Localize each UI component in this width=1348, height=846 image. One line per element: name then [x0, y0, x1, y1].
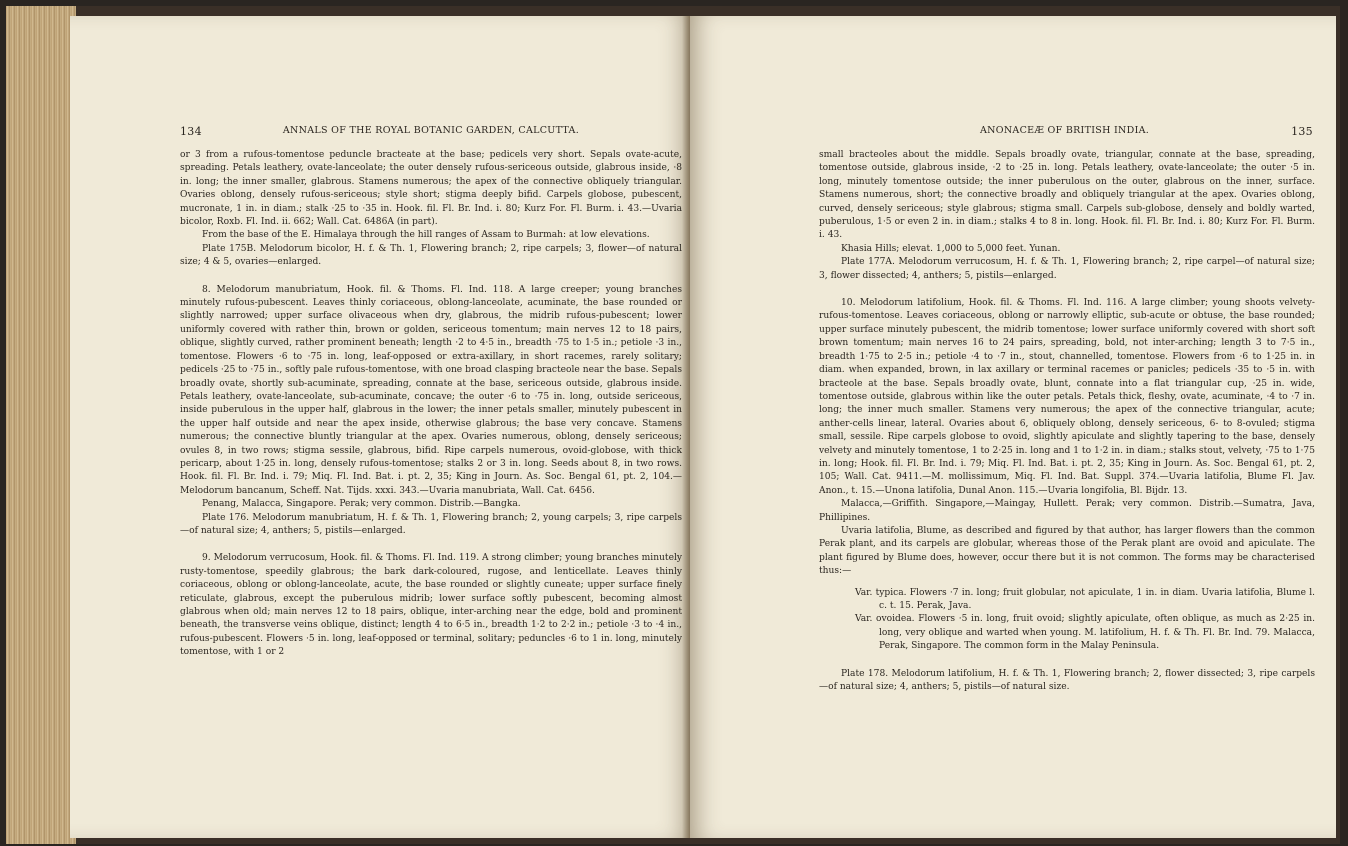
species-description: 8. Melodorum manubriatum, Hook. fil. & Thoms. Fl. Ind. 118. A large creeper; young branches minutely rufous-pubescent. Leaves thinly coriaceous, oblong-lanceolate, acuminate, the base rounded or slightly narrowed; upper surface olivaceous when dry, glabrous, the midrib rufous-pubescent; lower uniformly covered with rather thin, brown or golden, sericeous tomentum; main nerves 12 to 18 pairs, oblique, slightly curved, rather prominent beneath; length ·2 to 4·5 in., breadth ·75 to 1·5 in.; petiole ·3 in., tomentose. Flowers ·6 to ·75 in. long, leaf-opposed or extra-axillary, in short racemes, rarely solitary; pedicels ·25 to ·75 in., softly pale rufous-tomentose, with one broad clasping bracteole near the base. Sepals broadly ovate, shortly sub-acuminate, spreading, connate at the base, sericeous outside, glabrous inside. Petals leathery, ovate-lanceolate, sub-acuminate, concave; the outer ·6 to ·75 in. long, outside sericeous, inside puberulous in the upper half, glabrous in the lower; the inner petals smaller, minutely pubescent in the upper half outside and near the apex inside, otherwise glabrous; the base very concave. Stamens numerous; the connective bluntly triangular at the apex. Ovaries numerous, oblong, densely sericeous; ovules 8, in two rows; stigma sessile, glabrous, bifid. Ripe carpels numerous, ovoid-globose, with thick pericarp, about 1·25 in. long, densely rufous-tomentose; stalks 2 or 3 in. long. Seeds about 8, in two rows. Hook. fil. Fl. Br. Ind. i. 79; Miq. Fl. Ind. Bat. i. pt. 2, 35; King in Journ. As. Soc. Bengal 61, pt. 2, 104.—Melodorum bancanum, Scheff. Nat. Tijds. xxxi. 343.—Uvaria manubriata, Wall. Cat. 6456.: [180, 284, 682, 496]
paragraph: Penang, Malacca, Singapore. Perak; very common. Distrib.—Bangka.: [202, 499, 521, 510]
paragraph: Malacca,—Griffith. Singapore,—Maingay, Hullett. Perak; very common. Distrib.—Sumatra, Java, Phillipines.: [819, 499, 1315, 523]
species-description: 9. Melodorum verrucosum, Hook. fil. & Thoms. Fl. Ind. 119. A strong climber; young branches minutely rusty-tomentose, speedily glabrous; the bark dark-coloured, rugose, and lenticellate. Leaves thinly coriaceous, oblong or oblong-lanceolate, acute, the base rounded or slightly cuneate; upper surface finely reticulate, glabrous, except the puberulous midrib; lower surface softly pubescent, becoming almost glabrous when old; main nerves 12 to 18 pairs, oblique, inter-arching near the edge, bold and prominent beneath, the transverse veins oblique, distinct; length 4 to 6·5 in., breadth 1·2 to 2·2 in.; petiole ·3 to ·4 in., rufous-pubescent. Flowers ·5 in. long, leaf-opposed or terminal, solitary; peduncles ·6 to 1 in. long, minutely tomentose, with 1 or 2: [180, 553, 682, 658]
paragraph: From the base of the E. Himalaya through the hill ranges of Assam to Burmah: at low elevations.: [202, 230, 650, 241]
species-description: 10. Melodorum latifolium, Hook. fil. & Thoms. Fl. Ind. 116. A large climber; young shoots velvety-rufous-tomentose. Leaves coriaceous, oblong or narrowly elliptic, sub-acute or obtuse, the base rounded; upper surface minutely pubescent, the midrib tomentose; lower surface uniformly covered with short soft brown tomentum; main nerves 16 to 24 pairs, spreading, bold, not inter-arching; length 3 to 7·5 in., breadth 1·75 to 2·5 in.; petiole ·4 to ·7 in., stout, channelled, tomentose. Flowers from ·6 to 1·25 in. in diam. when expanded, brown, in lax axillary or terminal racemes or panicles; pedicels ·35 to ·5 in. with bracteole at the base. Sepals broadly ovate, blunt, connate into a flat triangular cup, ·25 in. wide, tomentose outside, glabrous within like the outer petals. Petals thick, fleshy, ovate, acuminate, ·4 to ·7 in. long; the inner much smaller. Stamens very numerous; the apex of the connective triangular, acute; anther-cells linear, lateral. Ovaries about 6, obliquely oblong, densely sericeous, 6- to 8-ovuled; stigma small, sessile. Ripe carpels globose to ovoid, slightly apiculate and slightly tapering to the base, densely velvety and minutely tomentose, 1 to 2·25 in. long and 1 to 1·2 in. in diam.; stalks stout, velvety, ·75 to 1·75 in. long; Hook. fil. Fl. Br. Ind. i. 79; Miq. Fl. Ind. Bat. i. pt. 2, 35; King in Journ. As. Soc. Bengal 61, pt. 2, 105; Wall. Cat. 9411.—M. mollissimum, Miq. Fl. Ind. Bat. Suppl. 374.—Uvaria latifolia, Blume Fl. Jav. Anon., t. 15.—Unona latifolia, Dunal Anon. 115.—Uvaria longifolia, Bl. Bijdr. 13.: [819, 298, 1315, 496]
left-page-text: [180, 149, 682, 660]
right-page-number: 135: [1291, 125, 1313, 138]
right-page-text: [819, 149, 1315, 694]
page-edges: [6, 6, 76, 844]
left-page-header: [180, 125, 680, 138]
book-spread: [6, 6, 1340, 844]
right-page: [690, 16, 1336, 838]
plate-caption: Plate 178. Melodorum latifolium, H. f. & Th. 1, Flowering branch; 2, flower dissected; 3, ripe carpels—of natural size; 4, anthers; 5, pistils—of natural size.: [819, 668, 1315, 693]
left-page-number: 134: [180, 125, 202, 138]
variety-entry: Var. typica. Flowers ·7 in. long; fruit globular, not apiculate, 1 in. in diam. Uvaria latifolia, Blume l. c. t. 15. Perak, Java.: [855, 587, 1315, 611]
varieties-list: [855, 587, 1315, 654]
right-page-header: [818, 125, 1313, 138]
right-running-title: ANONACEÆ OF BRITISH INDIA.: [979, 125, 1150, 136]
left-running-title: ANNALS OF THE ROYAL BOTANIC GARDEN, CALCUTTA.: [282, 125, 580, 136]
plate-caption: Plate 177A. Melodorum verrucosum, H. f. & Th. 1, Flowering branch; 2, ripe carpel—of natural size; 3, flower dissected; 4, anthers; 5, pistils—enlarged.: [819, 257, 1315, 281]
paragraph: Khasia Hills; elevat. 1,000 to 5,000 feet. Yunan.: [841, 243, 1061, 254]
plate-caption: Plate 176. Melodorum manubriatum, H. f. & Th. 1, Flowering branch; 2, young carpels; 3, ripe carpels—of natural size; 4, anthers; 5, pistils—enlarged.: [180, 512, 682, 536]
left-page: [70, 16, 690, 838]
variety-entry: Var. ovoidea. Flowers ·5 in. long, fruit ovoid; slightly apiculate, often oblique, as much as 2·25 in. long, very oblique and warted when young. M. latifolium, H. f. & Th. Fl. Br. Ind. 79. Malacca, Perak, Singapore. The common form in the Malay Peninsula.: [855, 614, 1315, 652]
plate-caption: Plate 175B. Melodorum bicolor, H. f. & Th. 1, Flowering branch; 2, ripe carpels; 3, flower—of natural size; 4 & 5, ovaries—enlarged.: [180, 243, 682, 268]
paragraph: or 3 from a rufous-tomentose peduncle bracteate at the base; pedicels very short. Sepals ovate-acute, spreading. Petals leathery, ovate-lanceolate; the outer densely rufous-sericeous outside, glabrous inside, ·8 in. long; the inner smaller, glabrous. Stamens numerous; the apex of the connective obliquely triangular. Ovaries oblong, densely rufous-sericeous; style short; stigma deeply bifid. Carpels globose, pubescent, mucronate, 1 in. in diam.; stalk ·25 to ·35 in. Hook. fil. Fl. Br. Ind. i. 80; Kurz For. Fl. Burm. i. 43.—Uvaria bicolor, Roxb. Fl. Ind. ii. 662; Wall. Cat. 6486A (in part).: [180, 150, 682, 228]
paragraph: small bracteoles about the middle. Sepals broadly ovate, triangular, connate at the base, spreading, tomentose outside, glabrous inside, ·2 to ·25 in. long. Petals leathery, ovate-lanceolate; the outer ·5 in. long, minutely tomentose outside; the inner puberulous on the outer, glabrous on the inner, surface. Stamens numerous, short; the connective broadly and obliquely triangular at the apex. Ovaries oblong, curved, densely sericeous; style glabrous; stigma small. Carpels sub-globose, densely and boldly warted, puberulous, 1·5 or even 2 in. in diam.; stalks 4 to 8 in. long. Hook. fil. Fl. Br. Ind. i. 80; Kurz For. Fl. Burm. i. 43.: [819, 150, 1315, 241]
paragraph: Uvaria latifolia, Blume, as described and figured by that author, has larger flowers than the common Perak plant, and its carpels are globular, whereas those of the Perak plant are ovoid and apiculate. The plant figured by Blume does, however, occur there but it is not common. The forms may be characterised thus:—: [819, 525, 1315, 577]
